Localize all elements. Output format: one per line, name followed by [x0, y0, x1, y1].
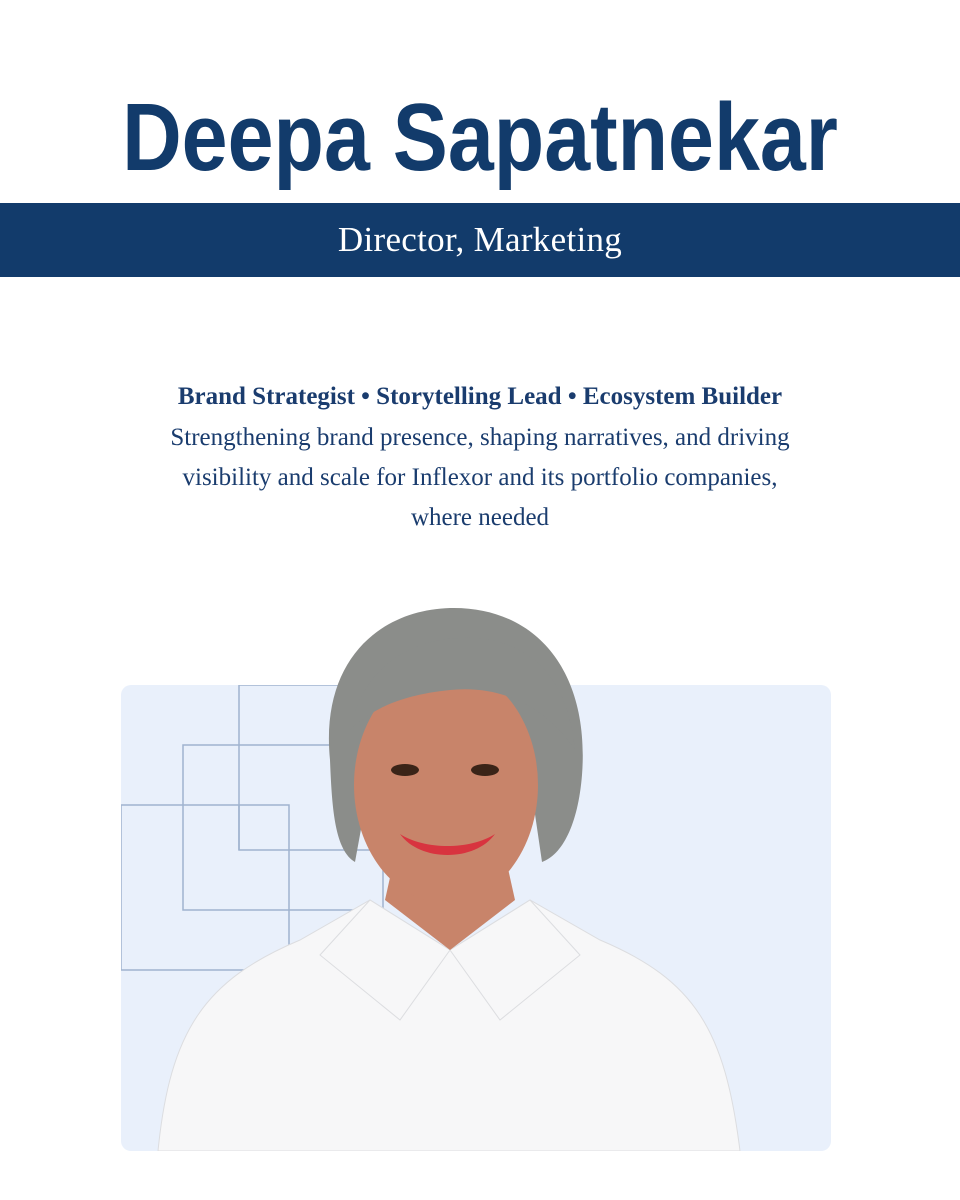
tagline: Brand Strategist • Storytelling Lead • Ecosystem Builder — [177, 383, 783, 410]
intro-section — [80, 376, 880, 538]
role-banner — [0, 203, 960, 277]
name-heading: Deepa Sapatnekar — [122, 84, 838, 191]
person-portrait-icon — [150, 600, 750, 1151]
role-label: Director, Marketing — [337, 220, 623, 259]
description: Strengthening brand presence, shaping narratives, and driving visibility and scale for Inflexor and its portfolio companies, where needed — [170, 424, 790, 531]
